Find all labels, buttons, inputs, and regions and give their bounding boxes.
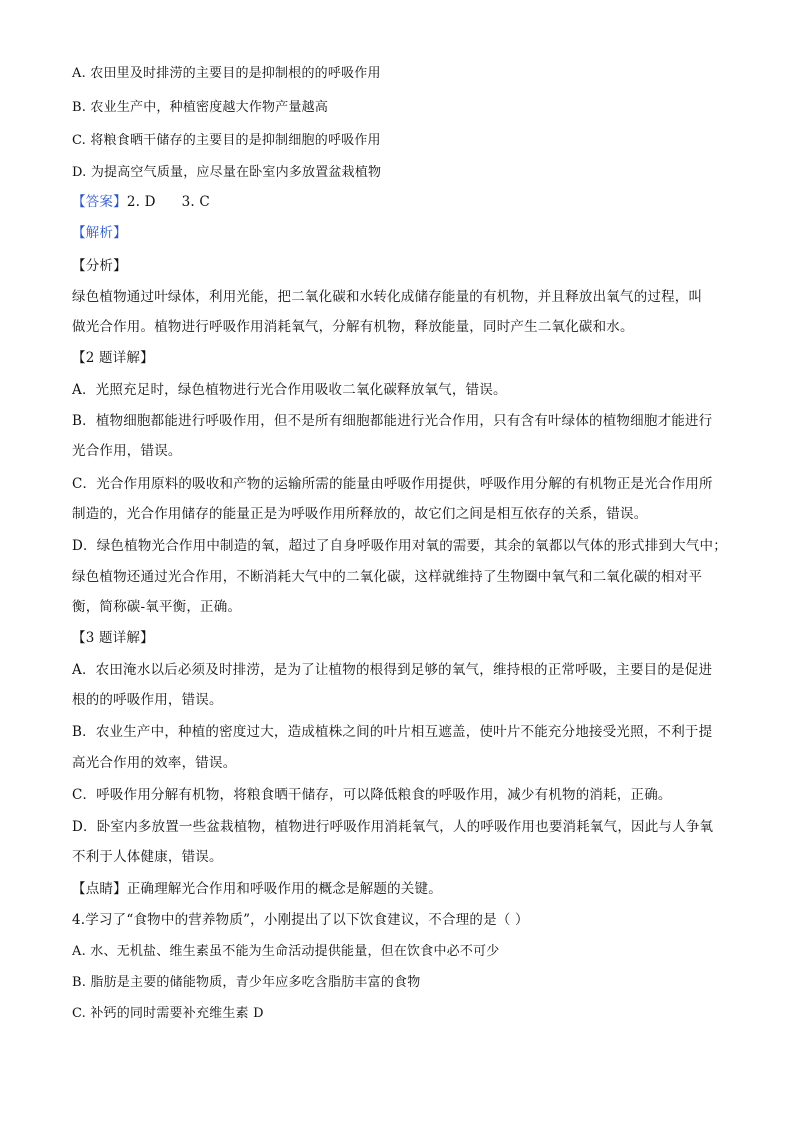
q2-detail-line-8: 衡，简称碳-氧平衡，正确。 [72, 599, 242, 615]
q2-detail-line-7: 绿色植物还通过光合作用，不断消耗大气中的二氧化碳，这样就维持了生物圈中氧气和二氧化碳的相对平 [72, 569, 703, 585]
answer-line [72, 192, 722, 212]
q4-option-c: C. 补钙的同时需要补充维生素 D [72, 1006, 264, 1021]
q3-option-a: A. 农田里及时排涝的主要目的是抑制根的的呼吸作用 [72, 66, 381, 81]
q3-detail-line-4: 高光合作用的效率，错误。 [72, 755, 237, 771]
dianjing-tag: 【点睛】 [72, 881, 127, 897]
analysis-tag: 【解析】 [72, 225, 127, 241]
q2-detail-line-5: 制造的，光合作用储存的能量正是为呼吸作用所释放的，故它们之间是相互依存的关系，错误。 [72, 506, 648, 522]
q2-detail-tag: 【2 题详解】 [72, 350, 154, 366]
q3-detail-line-6: D．卧室内多放置一些盆栽植物，植物进行呼吸作用消耗氧气，人的呼吸作用也要消耗氧气，因此与人争氧 [72, 819, 714, 835]
q2-detail-line-2: B．植物细胞都能进行呼吸作用，但不是所有细胞都能进行光合作用，只有含有叶绿体的植物细胞才能进行 [72, 413, 713, 429]
fenxi-tag: 【分析】 [72, 258, 127, 274]
q3-option-c: C. 将粮食晒干储存的主要目的是抑制细胞的呼吸作用 [72, 133, 381, 148]
q4-option-a: A. 水、无机盐、维生素虽不能为生命活动提供能量，但在饮食中必不可少 [72, 944, 500, 959]
q3-detail-line-2: 根的的呼吸作用，错误。 [72, 692, 223, 708]
answer-q2: 2. D [126, 194, 156, 210]
q2-detail-line-1: A．光照充足时，绿色植物进行光合作用吸收二氧化碳释放氧气，错误。 [72, 382, 507, 398]
answer-q3: 3. C [181, 194, 210, 210]
q4-option-b: B. 脂肪是主要的储能物质，青少年应多吃含脂肪丰富的食物 [72, 975, 421, 990]
answer-tag: 【答案】 [72, 194, 127, 210]
fenxi-line-1: 绿色植物通过叶绿体，利用光能，把二氧化碳和水转化成储存能量的有机物，并且释放出氧气的过程，叫 [72, 289, 703, 305]
q3-detail-tag: 【3 题详解】 [72, 630, 154, 646]
fenxi-line-2: 做光合作用。植物进行呼吸作用消耗氧气，分解有机物，释放能量，同时产生二氧化碳和水。 [72, 319, 634, 335]
q3-option-b: B. 农业生产中，种植密度越大作物产量越高 [72, 100, 329, 115]
q3-detail-line-7: 不利于人体健康，错误。 [72, 849, 223, 865]
q4-stem: 4.学习了“食物中的营养物质”，小刚提出了以下饮食建议，不合理的是（ ） [72, 912, 529, 928]
dianjing-line [72, 879, 722, 899]
q3-detail-line-3: B．农业生产中，种植的密度过大，造成植株之间的叶片相互遮盖，使叶片不能充分地接受光照，不利于提 [72, 724, 713, 740]
q3-detail-line-1: A．农田淹水以后必须及时排涝，是为了让植物的根得到足够的氧气，维持根的正常呼吸，主要目的是促进 [72, 662, 713, 678]
q3-option-d: D. 为提高空气质量，应尽量在卧室内多放置盆栽植物 [72, 165, 382, 180]
q2-detail-line-3: 光合作用，错误。 [72, 443, 182, 459]
q2-detail-line-4: C．光合作用原料的吸收和产物的运输所需的能量由呼吸作用提供，呼吸作用分解的有机物正是光合作用所 [72, 476, 713, 492]
q2-detail-line-6: D．绿色植物光合作用中制造的氧，超过了自身呼吸作用对氧的需要，其余的氧都以气体的形式排到大气中； [72, 538, 727, 554]
dianjing-text: 正确理解光合作用和呼吸作用的概念是解题的关键。 [126, 881, 442, 897]
q3-detail-line-5: C．呼吸作用分解有机物，将粮食晒干储存，可以降低粮食的呼吸作用，减少有机物的消耗，正确。 [72, 787, 672, 803]
